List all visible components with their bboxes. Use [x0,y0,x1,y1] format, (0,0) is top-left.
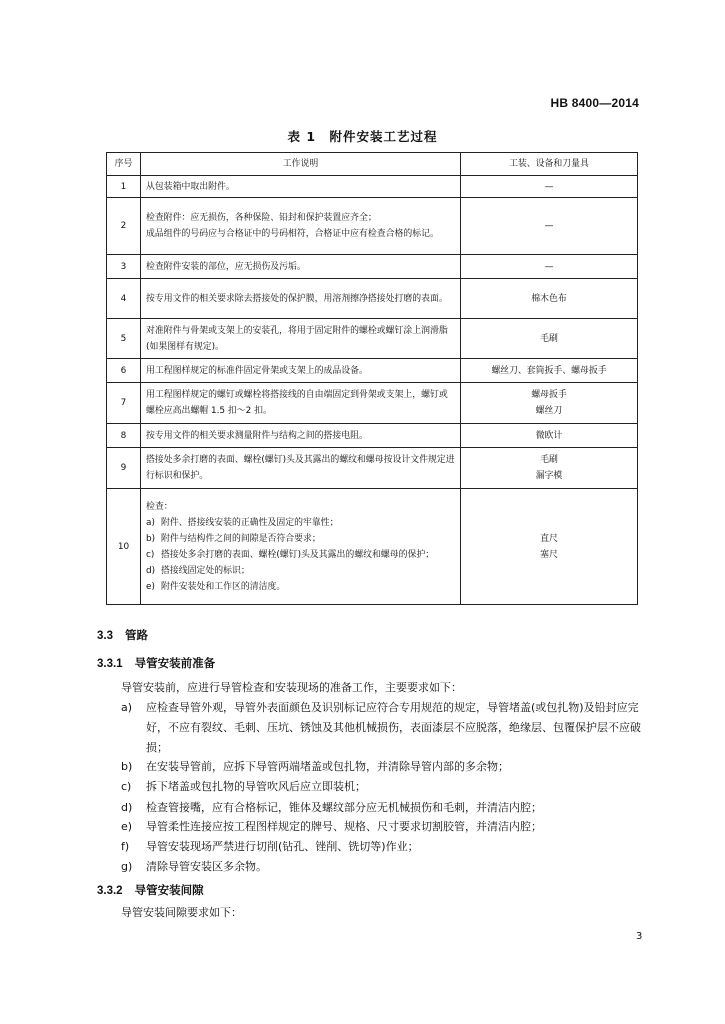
page-number: 3 [636,931,643,942]
row-description: 检查附件：应无损伤，各种保险、铅封和保护装置应齐全； 成品组件的号码应与合格证中的号码相符，合格证中应有检查合格的标记。 [141,198,461,255]
list-item-label: d) [121,801,133,814]
table-title: 表 1 附件安装工艺过程 [287,129,438,144]
row-description: 用工程图样规定的螺钉或螺栓将搭接线的自由端固定到骨架或支架上，螺钉或螺栓应高出螺帽 1.5 扣～2 扣。 [141,383,461,424]
table-header-row [107,153,638,176]
row-number: 9 [107,448,141,489]
column-header-tools: 工装、设备和刀量具 [461,153,638,176]
list-item-label: b) [121,760,133,773]
check-item-label: e) [146,581,155,592]
list-item-label: c) [121,780,132,793]
section-intro: 导管安装前，应进行导管检查和安装现场的准备工作，主要要求如下： [121,681,462,694]
section-intro: 导管安装间隙要求如下： [121,906,242,919]
list-item [121,837,641,857]
list-item [121,698,641,758]
row-tools: — [461,255,638,279]
check-item [146,563,455,579]
row-description: 按专用文件的相关要求测量附件与结构之间的搭接电阻。 [141,424,461,448]
list-item-text: 导管柔性连接应按工程图样规定的牌号、规格、尺寸要求切割胶管，并清洁内腔； [146,820,542,833]
row-description: 搭接处多余打磨的表面、螺栓(螺钉)头及其露出的螺纹和螺母按设计文件规定进行标识和保护。 [141,448,461,489]
check-item [146,531,455,547]
row-number: 3 [107,255,141,279]
check-item-label: c) [146,549,155,560]
check-item-text: 搭接线固定处的标识； [161,565,250,576]
row-tools: — [461,198,638,255]
row-number: 7 [107,383,141,424]
row-description: 用工程图样规定的标准件固定骨架或支架上的成品设备。 [141,359,461,383]
check-intro: 检查： [146,501,173,512]
list-item-label: e) [121,820,133,833]
table-row [107,489,638,605]
row-tools: 微欧计 [461,424,638,448]
section-heading-3-3 [97,627,148,643]
section-heading-3-3-1 [97,655,215,671]
check-item [146,579,455,595]
column-header-seq: 序号 [107,153,141,176]
row-tools: — [461,176,638,198]
list-item [121,817,641,837]
table-row [107,319,638,359]
check-item-label: b) [146,533,156,544]
row-description [141,489,461,605]
table-row [107,279,638,319]
list-item [121,857,641,877]
row-number: 8 [107,424,141,448]
check-item [146,547,455,563]
section-title: 导管安装前准备 [134,656,216,670]
list-item [121,798,641,818]
row-number: 5 [107,319,141,359]
list-item-text: 导管安装现场严禁进行切削(钻孔、锉削、铣切等)作业； [146,840,419,853]
document-code: HB 8400—2014 [550,96,639,110]
row-number: 10 [107,489,141,605]
section-title: 导管安装间隙 [134,883,204,897]
list-item-label: g) [121,860,133,873]
table-row [107,255,638,279]
list-item-text: 拆下堵盖或包扎物的导管吹风后应立即装机； [146,780,366,793]
check-item [146,515,455,531]
column-header-description: 工作说明 [141,153,461,176]
row-number: 4 [107,279,141,319]
row-number: 1 [107,176,141,198]
row-tools: 棉木色布 [461,279,638,319]
process-table [106,152,638,605]
list-item-text: 应检查导管外观，导管外表面颜色及识别标记应符合专用规范的规定，导管堵盖(或包扎物)及铅封应完好，不应有裂纹、毛刺、压坑、锈蚀及其他机械损伤，表面漆层不应脱落，绝缘层、包覆保护层不应破损； [146,701,641,754]
section-number: 3.3.1 [97,658,123,670]
table-row [107,176,638,198]
row-tools: 螺母扳手 螺丝刀 [461,383,638,424]
row-description: 按专用文件的相关要求除去搭接处的保护膜，用溶剂擦净搭接处打磨的表面。 [141,279,461,319]
list-item-label: f) [121,840,130,853]
section-number: 3.3 [97,630,113,642]
check-item-label: a) [146,517,155,528]
check-item-text: 搭接处多余打磨的表面、螺栓(螺钉)头及其露出的螺纹和螺母的保护； [161,549,435,560]
list-item-text: 清除导管安装区多余物。 [146,860,267,873]
list-item-label: a) [121,701,133,714]
check-item-text: 附件、搭接线安装的正确性及固定的牢靠性； [161,517,339,528]
table-row [107,359,638,383]
row-number: 6 [107,359,141,383]
check-item-label: d) [146,565,156,576]
table-row [107,424,638,448]
section-title: 管路 [125,628,148,642]
row-description: 从包装箱中取出附件。 [141,176,461,198]
section-heading-3-3-2 [97,882,204,898]
check-item-text: 附件与结构件之间的间隙是否符合要求； [161,533,321,544]
row-description: 检查附件安装的部位，应无损伤及污垢。 [141,255,461,279]
table-row [107,448,638,489]
section-number: 3.3.2 [97,885,123,897]
row-tools: 毛刷 [461,319,638,359]
row-tools: 直尺 塞尺 [461,489,638,605]
check-item-text: 附件安装处和工作区的清洁度。 [161,581,286,592]
list-item-text: 检查管接嘴，应有合格标记，锥体及螺纹部分应无机械损伤和毛刺，并清洁内腔； [146,801,542,814]
row-tools: 毛刷 漏字模 [461,448,638,489]
table-row [107,383,638,424]
list-item [121,777,641,797]
row-tools: 螺丝刀、套筒扳手、螺母扳手 [461,359,638,383]
table-row [107,198,638,255]
list-item-text: 在安装导管前，应拆下导管两端堵盖或包扎物，并清除导管内部的多余物； [146,760,509,773]
row-number: 2 [107,198,141,255]
list-item [121,757,641,777]
row-description: 对准附件与骨架或支架上的安装孔，将用于固定附件的螺栓或螺钉涂上润滑脂(如果图样有规定)。 [141,319,461,359]
